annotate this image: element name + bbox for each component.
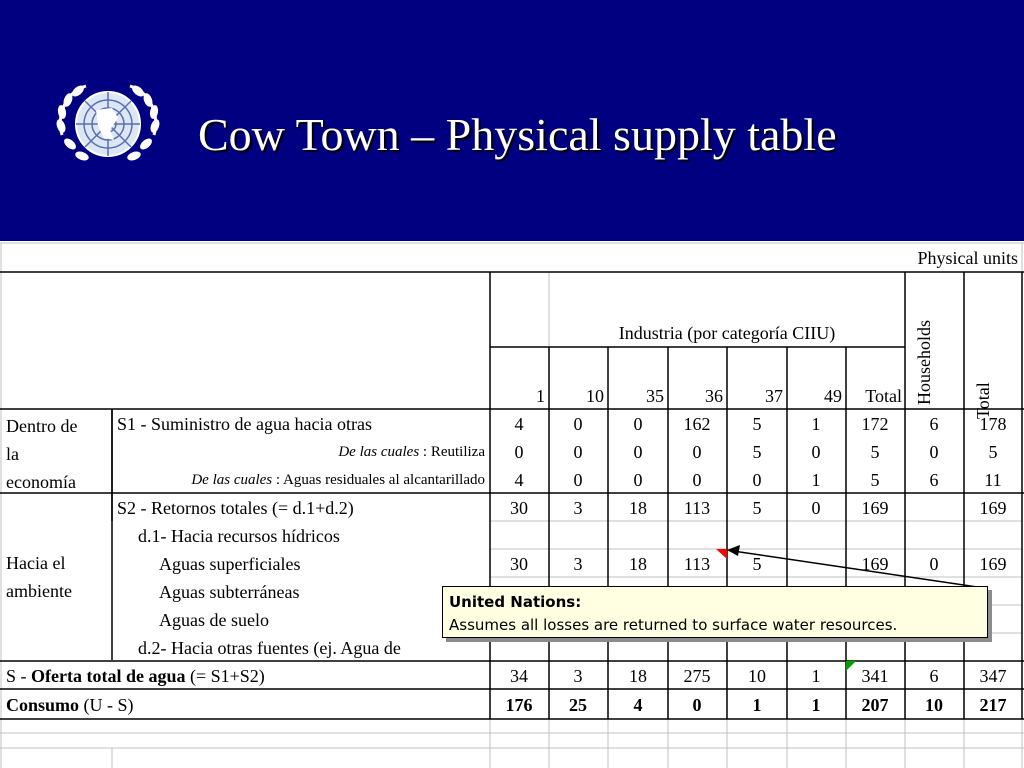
table-cell: 169 <box>979 554 1007 574</box>
table-cell: 3 <box>573 554 583 574</box>
col-header-36: 36 <box>705 386 723 406</box>
comment-text: Assumes all losses are returned to surface water resources. <box>449 616 898 634</box>
group-environment: Hacia el ambiente <box>6 553 72 601</box>
col-header-49: 49 <box>824 386 842 406</box>
table-cell: 0 <box>752 470 762 490</box>
col-header-37: 37 <box>765 386 783 406</box>
table-cell: 4 <box>514 470 524 490</box>
table-cell: 34 <box>510 666 528 686</box>
table-cell: 0 <box>633 414 643 434</box>
industry-header: Industria (por categoría CIIU) <box>618 323 836 343</box>
table-cell: 6 <box>929 666 939 686</box>
table-cell: 10 <box>748 666 766 686</box>
table-cell: 178 <box>979 414 1007 434</box>
table-cell: 30 <box>510 498 528 518</box>
table-cell: 207 <box>861 695 889 715</box>
row-label: Aguas superficiales <box>159 554 301 574</box>
table-cell: 5 <box>870 442 880 462</box>
table-cell: 347 <box>979 666 1007 686</box>
col-header-total: Total <box>865 386 902 406</box>
table-cell: 1 <box>811 414 821 434</box>
table-cell: 30 <box>510 554 528 574</box>
table-cell: 0 <box>633 442 643 462</box>
table-cell: 4 <box>514 414 524 434</box>
row-label: Aguas de suelo <box>159 610 269 630</box>
table-cell: 113 <box>683 554 711 574</box>
table-cell: 0 <box>692 442 702 462</box>
row-label: Consumo (U - S) <box>6 695 134 715</box>
table-cell: 0 <box>811 498 821 518</box>
table-cell: 113 <box>683 498 711 518</box>
row-label: S1 - Suministro de agua hacia otras <box>117 414 372 434</box>
col-header-10: 10 <box>586 386 604 406</box>
table-cell: 18 <box>629 554 647 574</box>
table-cell: 176 <box>505 695 533 715</box>
table-cell: 18 <box>629 666 647 686</box>
row-label: d.2- Hacia otras fuentes (ej. Agua de <box>138 638 401 658</box>
table-cell: 217 <box>979 695 1007 715</box>
table-cell: 5 <box>988 442 998 462</box>
table-cell: 1 <box>811 470 821 490</box>
table-cell: 0 <box>514 442 524 462</box>
comment-indicator-icon <box>846 661 856 671</box>
table-cell: 25 <box>569 695 587 715</box>
table-cell: 0 <box>633 470 643 490</box>
table-cell: 0 <box>573 442 583 462</box>
row-label: De las cuales : Aguas residuales al alcantarillado <box>191 472 485 488</box>
table-cell: 0 <box>692 470 702 490</box>
comment-indicator-icon <box>716 549 727 559</box>
table-cell: 1 <box>811 695 821 715</box>
table-cell: 169 <box>861 498 889 518</box>
table-cell: 0 <box>573 414 583 434</box>
row-label: De las cuales : Reutiliza <box>338 444 485 460</box>
table-cell: 10 <box>925 695 943 715</box>
units-label: Physical units <box>917 248 1018 268</box>
table-cell: 5 <box>752 554 762 574</box>
table-cell: 0 <box>573 470 583 490</box>
table-cell: 0 <box>929 554 939 574</box>
total-header: Total <box>973 382 993 419</box>
table-cell: 0 <box>811 442 821 462</box>
table-cell: 5 <box>752 414 762 434</box>
table-cell: 5 <box>752 442 762 462</box>
table-cell: 3 <box>573 498 583 518</box>
table-cell: 0 <box>929 442 939 462</box>
table-cell: 169 <box>861 554 889 574</box>
table-cell: 341 <box>861 666 889 686</box>
households-header: Households <box>914 320 934 405</box>
table-cell: 5 <box>752 498 762 518</box>
table-cell: 0 <box>692 695 702 715</box>
table-cell: 4 <box>633 695 643 715</box>
comment-author: United Nations: <box>449 593 582 611</box>
slide-title: Cow Town – Physical supply table <box>198 109 837 160</box>
row-label: S - Oferta total de agua (= S1+S2) <box>6 666 265 686</box>
table-cell: 18 <box>629 498 647 518</box>
row-label: Aguas subterráneas <box>159 582 300 602</box>
comment-tooltip <box>442 586 988 638</box>
table-cell: 169 <box>979 498 1007 518</box>
group-within-economy: Dentro de la economía <box>6 416 78 492</box>
row-label: d.1- Hacia recursos hídricos <box>138 526 340 546</box>
col-header-35: 35 <box>646 386 664 406</box>
table-cell: 162 <box>683 414 711 434</box>
table-cell: 6 <box>929 470 939 490</box>
row-label: S2 - Retornos totales (= d.1+d.2) <box>117 498 354 518</box>
table-cell: 3 <box>573 666 583 686</box>
table-cell: 1 <box>811 666 821 686</box>
table-cell: 1 <box>752 695 762 715</box>
table-cell: 5 <box>870 470 880 490</box>
table-cell: 11 <box>984 470 1002 490</box>
table-cell: 6 <box>929 414 939 434</box>
table-cell: 172 <box>861 414 889 434</box>
table-cell: 275 <box>683 666 711 686</box>
col-header-1: 1 <box>536 386 545 406</box>
